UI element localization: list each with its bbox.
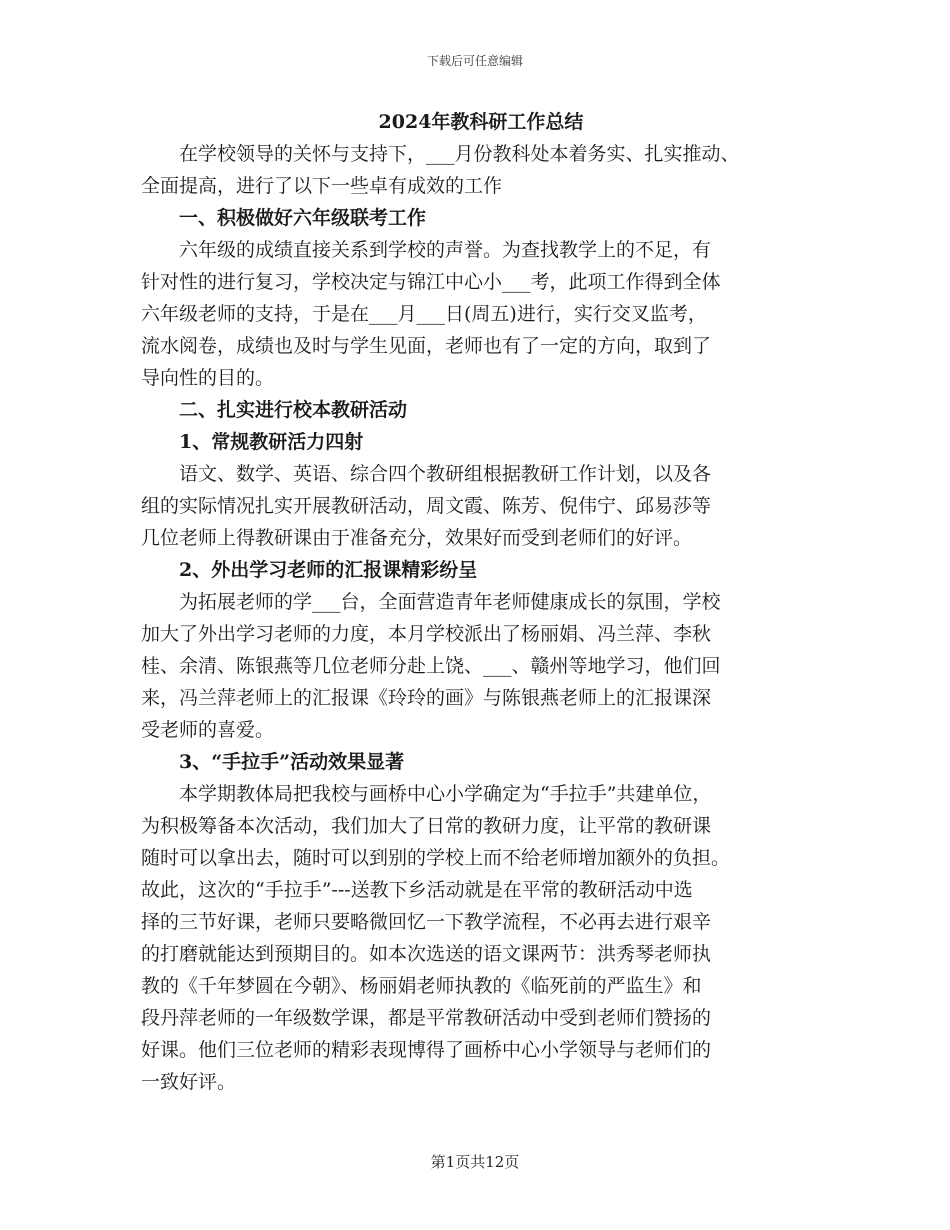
intro-paragraph xyxy=(141,138,811,202)
text-line: 随时可以拿出去，随时可以到别的学校上而不给老师增加额外的负担。 xyxy=(141,847,731,869)
section-heading: 一、积极做好六年级联考工作 xyxy=(179,207,427,229)
text-line: 好课。他们三位老师的精彩表现博得了画桥中心小学领导与老师们的 xyxy=(141,1039,712,1061)
subsection-heading: 3、“手拉手”活动效果显著 xyxy=(179,751,405,773)
text-line: 故此，这次的“手拉手”---送教下乡活动就是在平常的教研活动中选 xyxy=(141,879,693,901)
section-paragraph xyxy=(141,458,811,554)
text-line: 为拓展老师的学___台，全面营造青年老师健康成长的氛围，学校 xyxy=(179,591,721,613)
text-line: 导向性的目的。 xyxy=(141,367,275,389)
document-title: 2024年教科研工作总结 xyxy=(378,111,584,133)
header-note: 下载后可任意编辑 xyxy=(426,54,523,68)
section-paragraph xyxy=(141,778,811,1098)
text-line: 来，冯兰萍老师上的汇报课《玲玲的画》与陈银燕老师上的汇报课深 xyxy=(141,687,712,709)
text-line: 的打磨就能达到预期目的。如本次选送的语文课两节：洪秀琴老师执 xyxy=(141,943,712,965)
text-line: 组的实际情况扎实开展教研活动，周文霞、陈芳、倪伟宁、邱易莎等 xyxy=(141,495,712,517)
text-line: 六年级老师的支持，于是在___月___日(周五)进行，实行交叉监考， xyxy=(141,303,707,325)
text-line: 在学校领导的关怀与支持下，___月份教科处本着务实、扎实推动、 xyxy=(179,143,740,165)
text-line: 针对性的进行复习，学校决定与锦江中心小___考，此项工作得到全体 xyxy=(141,271,721,293)
text-line: 语文、数学、英语、综合四个教研组根据教研工作计划，以及各 xyxy=(179,463,712,485)
text-line: 择的三节好课，老师只要略微回忆一下教学流程，不必再去进行艰辛 xyxy=(141,911,712,933)
subsection-heading: 2、外出学习老师的汇报课精彩纷呈 xyxy=(179,559,478,581)
text-line: 桂、余清、陈银燕等几位老师分赴上饶、___、赣州等地学习，他们回 xyxy=(141,655,721,677)
section-heading: 二、扎实进行校本教研活动 xyxy=(179,399,408,421)
page-number-footer: 第1页共12页 xyxy=(430,1153,520,1171)
text-line: 流水阅卷，成绩也及时与学生见面，老师也有了一定的方向，取到了 xyxy=(141,335,712,357)
section-paragraph xyxy=(141,234,811,394)
text-line: 几位老师上得教研课由于准备充分，效果好而受到老师们的好评。 xyxy=(141,527,693,549)
text-line: 加大了外出学习老师的力度，本月学校派出了杨丽娟、冯兰萍、李秋 xyxy=(141,623,712,645)
document-body xyxy=(141,106,811,1098)
text-line: 教的《千年梦圆在今朝》、杨丽娟老师执教的《临死前的严监生》和 xyxy=(141,975,702,997)
text-line: 全面提高，进行了以下一些卓有成效的工作 xyxy=(141,175,503,197)
text-line: 为积极筹备本次活动，我们加大了日常的教研力度，让平常的教研课 xyxy=(141,815,712,837)
text-line: 本学期教体局把我校与画桥中心小学确定为“手拉手”共建单位， xyxy=(179,783,712,805)
text-line: 段丹萍老师的一年级数学课，都是平常教研活动中受到老师们赞扬的 xyxy=(141,1007,712,1029)
text-line: 六年级的成绩直接关系到学校的声誉。为查找教学上的不足，有 xyxy=(179,239,712,261)
subsection-heading: 1、常规教研活力四射 xyxy=(179,431,364,453)
text-line: 一致好评。 xyxy=(141,1071,237,1093)
section-paragraph xyxy=(141,586,811,746)
text-line: 受老师的喜爱。 xyxy=(141,719,275,741)
